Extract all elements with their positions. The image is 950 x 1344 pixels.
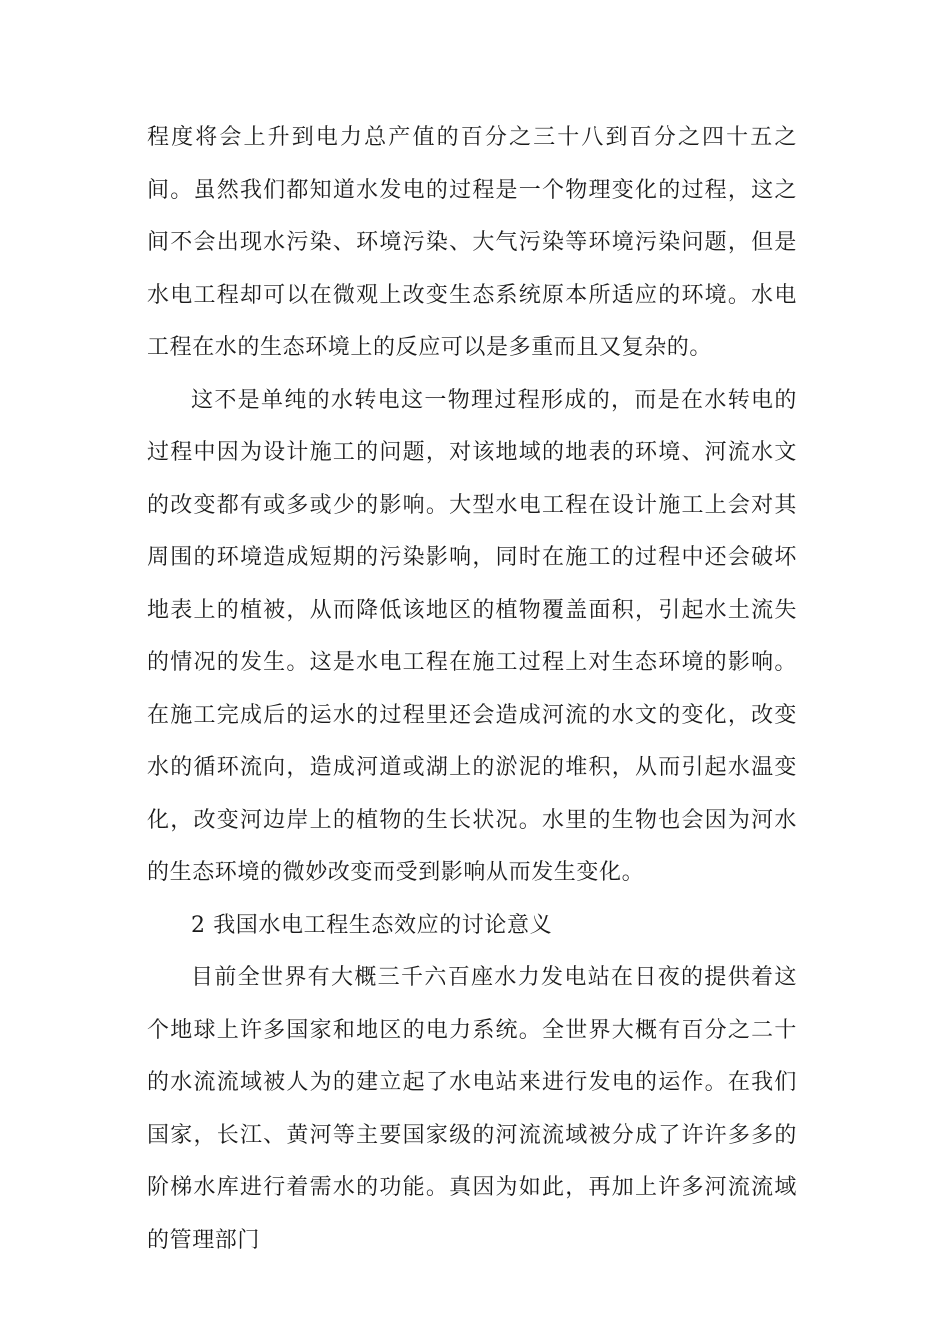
section-heading: 2 我国水电工程生态效应的讨论意义 (191, 912, 553, 938)
paragraph-construction-impact: 这不是单纯的水转电这一物理过程形成的，而是在水转电的过程中因为设计施工的问题，对该地域的地表的环境、河流水文的改变都有或多或少的影响。大型水电工程在设计施工上会对其周围的环境造成短期的污染影响，同时在施工的过程中还会破坏地表上的植被，从而降低该地区的植物覆盖面积，引起水土流失的情况的发生。这是水电工程在施工过程上对生态环境的影响。在施工完成后的运水的过程里还会造成河流的水文的变化，改变水的循环流向，造成河道或湖上的淤泥的堆积，从而引起水温变化，改变河边岸上的植物的生长状况。水里的生物也会因为河水的生态环境的微妙改变而受到影响从而发生变化。 (147, 387, 797, 885)
paragraph-global-hydropower: 目前全世界有大概三千六百座水力发电站在日夜的提供着这个地球上许多国家和地区的电力系统。全世界大概有百分之二十的水流流域被人为的建立起了水电站来进行发电的运作。在我们国家，长江、黄河等主要国家级的河流流域被分成了许许多多的阶梯水库进行着需水的功能。真因为如此，再加上许多河流流域的管理部门 (147, 965, 797, 1253)
document-body (147, 112, 797, 1267)
paragraph-continuation: 程度将会上升到电力总产值的百分之三十八到百分之四十五之间。虽然我们都知道水发电的过程是一个物理变化的过程，这之间不会出现水污染、环境污染、大气污染等环境污染问题，但是水电工程却可以在微观上改变生态系统原本所适应的环境。水电工程在水的生态环境上的反应可以是多重而且又复杂的。 (147, 125, 797, 360)
